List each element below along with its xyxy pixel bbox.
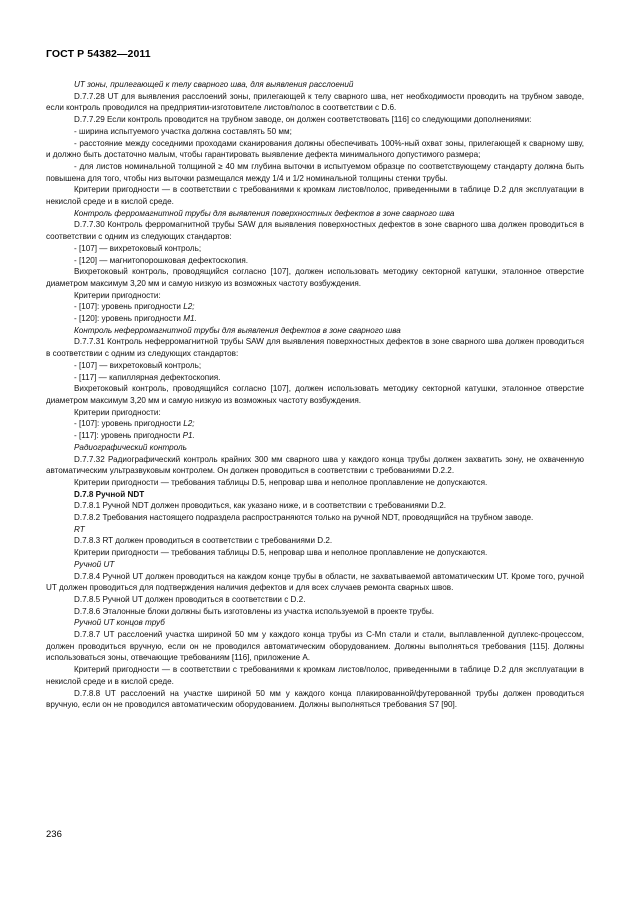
paragraph-text: Радиографический контроль [74,442,187,452]
paragraph-text: Критерии пригодности: [74,290,161,300]
paragraph-text: - [117]: уровень пригодности [74,431,183,441]
page-number: 236 [46,829,62,840]
paragraph [46,336,584,359]
document-body [46,79,584,711]
paragraph-text: D.7.7.32 Радиографический контроль крайних 300 мм сварного шва у каждого конца трубы должен захватить зону, не охваченную автоматическим ультразвуковым контролем. Он должен проводиться в соответствии с требованиями D.2.2. [46,454,584,476]
paragraph [46,688,584,711]
section-heading [46,489,584,501]
paragraph-text: Критерии пригодности — требования таблицы D.5, непровар шва и неполное проплавление не допускаются. [74,477,488,487]
paragraph-text: - [107] — вихретоковый контроль; [74,243,202,253]
paragraph-text: - [107] — вихретоковый контроль; [74,360,202,370]
paragraph-text: D.7.7.31 Контроль неферромагнитной трубы SAW для выявления поверхностных дефектов в зоне сварного шва должен проводиться в соответствии с одним из следующих стандартов: [46,337,584,359]
paragraph-text: - [107]: уровень пригодности [74,302,184,312]
paragraph [46,138,584,161]
paragraph-text: D.7.7.30 Контроль ферромагнитной трубы SAW для выявления поверхностных дефектов в зоне сварного шва должен проводиться в соответствии с одним из следующих стандартов: [46,220,584,242]
document-header: ГОСТ Р 54382—2011 [46,48,151,60]
section-heading [46,325,584,337]
paragraph [46,629,584,664]
paragraph [46,418,584,430]
paragraph-text: Вихретоковый контроль, проводящийся согласно [107], должен использовать методику секторной катушки, эталонное отверстие диаметром максимум 3,20 мм и самую низкую из возможных частоту возбуждения. [46,384,584,405]
paragraph-text: Критерии пригодности — в соответствии с требованиями к кромкам листов/полос, приведенными в таблице D.2 для эксплуатации в некислой среде и в кислой среде. [46,185,584,207]
paragraph [46,535,584,547]
paragraph-text: RT [74,524,85,534]
section-heading [46,208,584,220]
paragraph-text: D.7.7.29 Если контроль проводится на трубном заводе, он должен соответствовать [116] со следующими дополнениями: [74,115,532,125]
paragraph [46,290,584,302]
paragraph-text: - [107]: уровень пригодности [74,419,184,429]
paragraph [46,219,584,242]
paragraph [46,255,584,267]
paragraph [46,161,584,184]
paragraph [46,594,584,606]
paragraph [46,243,584,255]
paragraph-text: Вихретоковый контроль, проводящийся согласно [107], должен использовать методику секторной катушки, эталонное отверстие диаметром максимум 3,20 мм и самую низкую из возможных частоту возбуждения. [46,267,584,288]
paragraph-text: D.7.8.1 Ручной NDT должен проводиться, как указано ниже, и в соответствии с требованиями D.2. [74,501,447,511]
paragraph-text: Контроль неферромагнитной трубы для выявления дефектов в зоне сварного шва [74,325,401,335]
paragraph [46,126,584,138]
paragraph-text: D.7.8.7 UT расслоений участка шириной 50 мм у каждого конца трубы из C-Mn стали и стали, выплавленной дуплекс-процессом, должен проводиться вручную, если он не проводился автоматическим оборудованием. Должны выполняться требования [115]. Должны использоваться зоны, отвечающие требованиям [116], приложение A. [46,630,584,663]
paragraph [46,500,584,512]
paragraph-text: D.7.8.2 Требования настоящего подраздела распространяются только на ручной NDT, проводящийся на трубном заводе. [74,513,534,523]
paragraph-text: Ручной UT концов труб [74,618,165,628]
section-heading [46,524,584,536]
paragraph [46,313,584,325]
paragraph [46,372,584,384]
paragraph [46,301,584,313]
paragraph-text: Критерии пригодности — требования таблицы D.5, непровар шва и неполное проплавление не допускаются. [74,548,488,558]
paragraph-text: - [117] — капиллярная дефектоскопия. [74,372,221,382]
paragraph [46,91,584,114]
section-heading [46,617,584,629]
section-heading [46,559,584,571]
paragraph [46,512,584,524]
paragraph [46,184,584,207]
paragraph-text: - [120] — магнитопорошковая дефектоскопия. [74,255,249,265]
acceptance-level: P1. [182,431,195,441]
paragraph-text: D.7.8.4 Ручной UT должен проводиться на каждом конце трубы в области, не захватываемой автоматическим UT. Кроме того, ручной UT должен проводиться для подтверждения наличия дефектов и для всех случаев ремонта сварных швов. [46,571,584,593]
paragraph [46,477,584,489]
paragraph [46,606,584,618]
paragraph [46,430,584,442]
paragraph-text: D.7.8 Ручной NDT [74,489,145,499]
acceptance-level: L2; [183,419,195,429]
paragraph [46,383,584,406]
paragraph [46,454,584,477]
paragraph [46,114,584,126]
paragraph-text: - [120]: уровень пригодности [74,314,184,324]
paragraph [46,407,584,419]
paragraph-text: D.7.8.5 Ручной UT должен проводиться в соответствии с D.2. [74,594,306,604]
paragraph-text: Контроль ферромагнитной трубы для выявления поверхностных дефектов в зоне сварного шва [74,208,455,218]
paragraph-text: D.7.8.6 Эталонные блоки должны быть изготовлены из участка используемой в проекте трубы. [74,606,435,616]
paragraph [46,664,584,687]
paragraph-text: Критерии пригодности: [74,407,161,417]
paragraph-text: Критерий пригодности — в соответствии с требованиями к кромкам листов/полос, приведенными в таблице D.2 для эксплуатации в некислой среде и в кислой среде. [46,665,584,686]
section-heading [46,442,584,454]
paragraph-text: - ширина испытуемого участка должна составлять 50 мм; [74,126,292,136]
paragraph-text: - расстояние между соседними проходами сканирования должны обеспечивать 100%-ный охват зоны, прилегающей к сварному шву, и должно быть достаточно малым, чтобы гарантировать выявление дефекта минимального допустимого размера; [46,138,584,160]
paragraph [46,571,584,594]
acceptance-level: M1. [183,314,197,324]
paragraph-text: D.7.8.3 RT должен проводиться в соответствии с требованиями D.2. [74,536,333,546]
paragraph-text: Ручной UT [74,559,115,569]
section-heading [46,79,584,91]
paragraph-text: - для листов номинальной толщиной ≥ 40 мм глубина выточки в испытуемом образце по соответствующему стандарту должна быть повышена для того, чтобы низ выточки размещался между 1/4 и 1/2 номинальной толщины стенки трубы. [46,161,584,183]
paragraph-text: UT зоны, прилегающей к телу сварного шва, для выявления расслоений [74,80,354,89]
paragraph [46,360,584,372]
paragraph-text: D.7.7.28 UT для выявления расслоений зоны, прилегающей к телу сварного шва, нет необходимости проводить на трубном заводе, если контроль проводился на предприятии-изготовителе листов/полос в соответствии с D.6. [46,91,584,113]
acceptance-level: L2; [183,302,195,312]
paragraph [46,266,584,289]
paragraph [46,547,584,559]
paragraph-text: D.7.8.8 UT расслоений на участке шириной 50 мм у каждого конца плакированной/футерованной трубы должен проводиться вручную, если он не проводился автоматическим оборудованием. Должны выполняться требования S7 [90]. [46,688,584,710]
